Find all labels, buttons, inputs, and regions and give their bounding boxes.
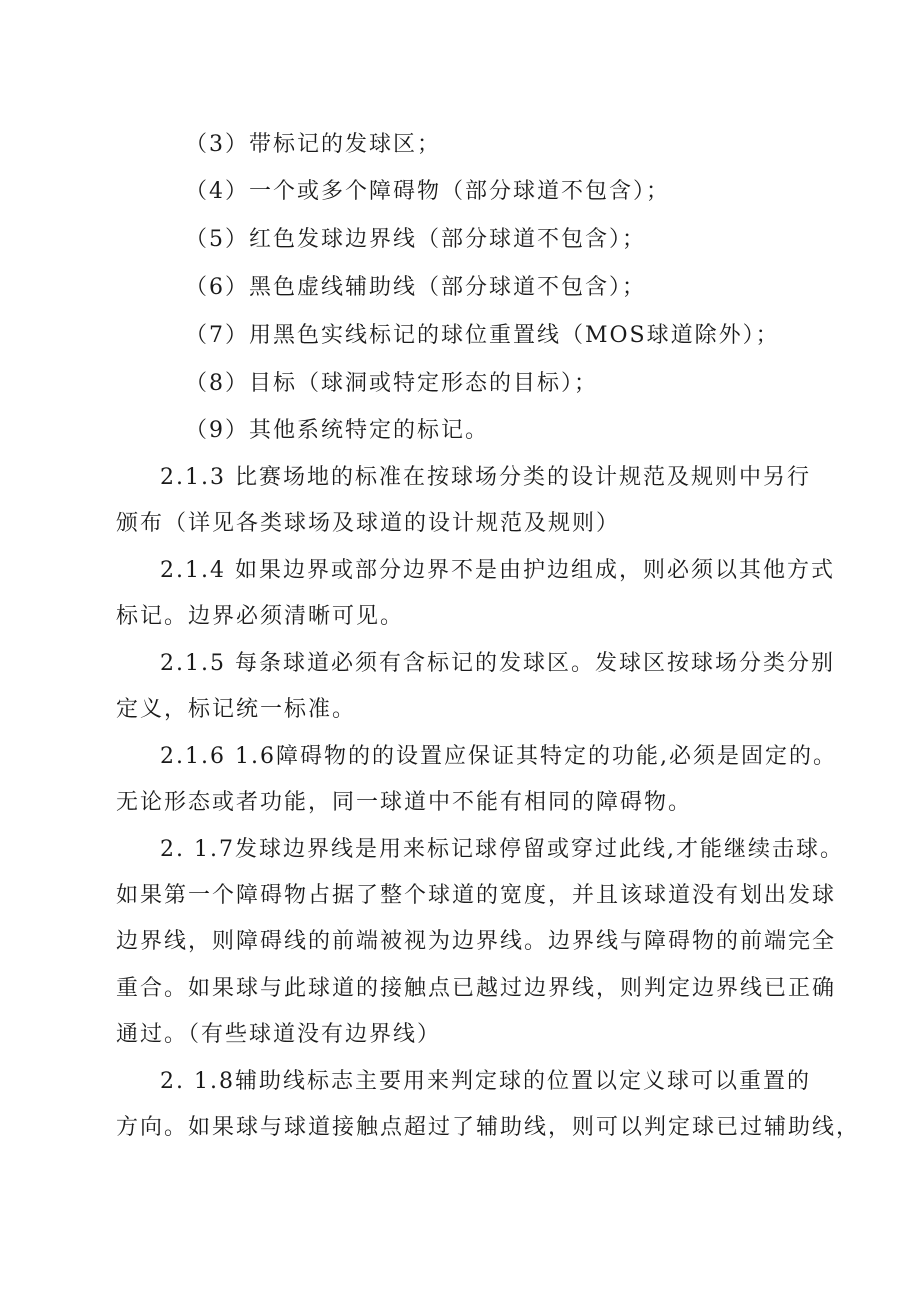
paragraph-2-1-6-line-1: 2.1.6 1.6障碍物的的设置应保证其特定的功能,必须是固定的。 [160, 744, 837, 769]
paragraph-2-1-3-line-2: 颁布（详见各类球场及球道的设计规范及规则） [116, 511, 621, 536]
list-item-5: （5）红色发球边界线（部分球道不包含）； [185, 227, 646, 252]
paragraph-2-1-7-line-4: 重合。如果球与此球道的接触点已越过边界线，则判定边界线已正确 [116, 976, 837, 1001]
list-item-8: （8）目标（球洞或特定形态的目标）； [185, 371, 598, 396]
list-item-7: （7）用黑色实线标记的球位重置线（MOS球道除外）； [185, 323, 780, 348]
paragraph-2-1-7-line-5: 通过。（有些球道没有边界线） [116, 1022, 442, 1047]
paragraph-2-1-3-line-1: 2.1.3 比赛场地的标准在按球场分类的设计规范及规则中另行 [160, 465, 811, 490]
paragraph-2-1-8-line-2: 方向。如果球与球道接触点超过了辅助线，则可以判定球已过辅助线， [116, 1115, 861, 1140]
paragraph-2-1-6-line-2: 无论形态或者功能，同一球道中不能有相同的障碍物。 [116, 790, 693, 815]
paragraph-2-1-8-line-1: 2. 1.8辅助线标志主要用来判定球的位置以定义球可以重置的 [160, 1069, 811, 1094]
paragraph-2-1-5-line-2: 定义，标记统一标准。 [116, 697, 357, 722]
paragraph-2-1-7-line-2: 如果第一个障碍物占据了整个球道的宽度，并且该球道没有划出发球 [116, 883, 837, 908]
paragraph-2-1-4-line-2: 标记。边界必须清晰可见。 [116, 604, 405, 629]
list-item-9: （9）其他系统特定的标记。 [185, 418, 489, 443]
paragraph-2-1-7-line-3: 边界线，则障碍线的前端被视为边界线。边界线与障碍物的前端完全 [116, 929, 837, 954]
list-item-3: （3）带标记的发球区； [185, 132, 441, 157]
paragraph-2-1-4-line-1: 2.1.4 如果边界或部分边界不是由护边组成，则必须以其他方式 [160, 558, 835, 583]
paragraph-2-1-7-line-1: 2. 1.7发球边界线是用来标记球停留或穿过此线,才能继续击球。 [160, 837, 844, 862]
list-item-6: （6）黑色虚线辅助线（部分球道不包含）； [185, 275, 646, 300]
paragraph-2-1-5-line-1: 2.1.5 每条球道必须有含标记的发球区。发球区按球场分类分别 [160, 651, 835, 676]
list-item-4: （4）一个或多个障碍物（部分球道不包含）； [185, 179, 670, 204]
